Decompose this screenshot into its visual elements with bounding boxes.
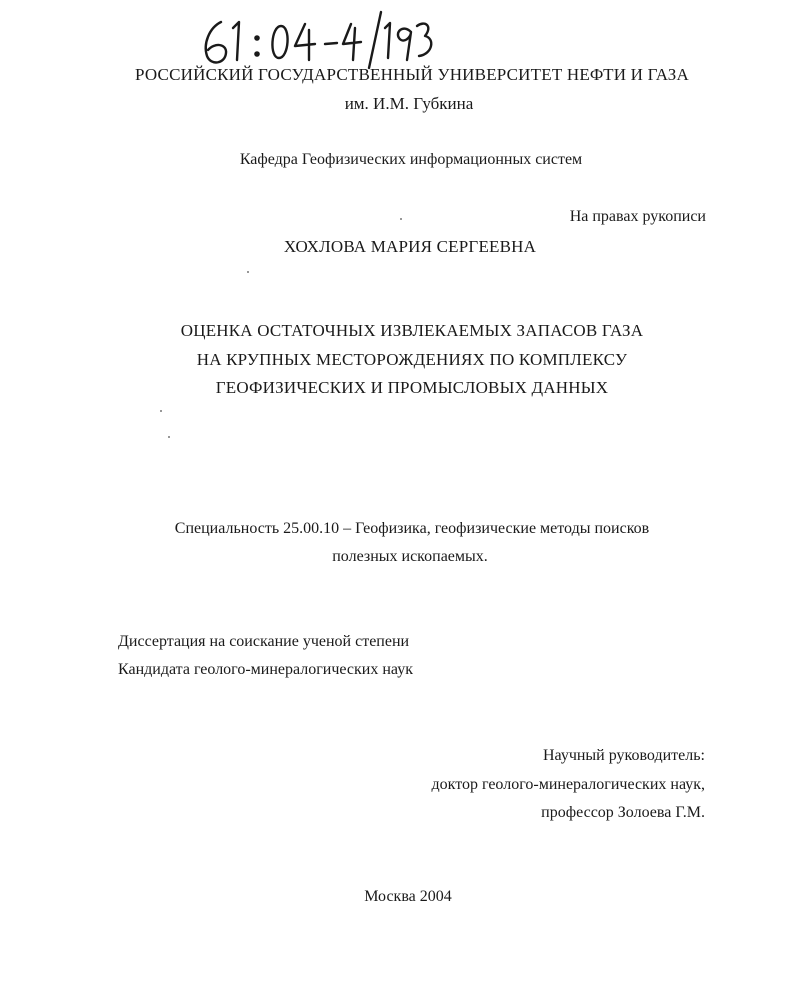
dissertation-title-line-1: ОЦЕНКА ОСТАТОЧНЫХ ИЗВЛЕКАЕМЫХ ЗАПАСОВ ГАЗА — [180, 321, 644, 340]
scan-speck — [168, 436, 170, 438]
rights-note: На правах рукописи — [569, 208, 706, 225]
scan-speck — [247, 271, 249, 273]
author-name: ХОХЛОВА МАРИЯ СЕРГЕЕВНА — [283, 237, 537, 256]
university-named-after: им. И.М. Губкина — [344, 94, 474, 113]
handwritten-number-drawing — [195, 8, 435, 70]
city-year: Москва 2004 — [364, 888, 452, 905]
dissertation-title-line-3: ГЕОФИЗИЧЕСКИХ И ПРОМЫСЛОВЫХ ДАННЫХ — [215, 378, 609, 397]
degree-line-2: Кандидата геолого-минералогических наук — [118, 661, 413, 678]
supervisor-name: профессор Золоева Г.М. — [541, 804, 705, 821]
scan-speck — [400, 218, 402, 220]
degree-line-1: Диссертация на соискание ученой степени — [118, 633, 410, 650]
university-name: РОССИЙСКИЙ ГОСУДАРСТВЕННЫЙ УНИВЕРСИТЕТ НЕФТИ И ГАЗА — [135, 65, 689, 84]
handwritten-catalog-number — [195, 8, 435, 70]
supervisor-degree: доктор геолого-минералогических наук, — [431, 776, 705, 793]
dissertation-title-line-2: НА КРУПНЫХ МЕСТОРОЖДЕНИЯХ ПО КОМПЛЕКСУ — [196, 350, 628, 369]
specialty-line-1: Специальность 25.00.10 – Геофизика, геофизические методы поисков — [174, 520, 650, 537]
supervisor-heading: Научный руководитель: — [542, 747, 705, 764]
scan-speck — [160, 410, 162, 412]
specialty-line-2: полезных ископаемых. — [332, 548, 488, 565]
department-name: Кафедра Геофизических информационных систем — [239, 151, 583, 168]
